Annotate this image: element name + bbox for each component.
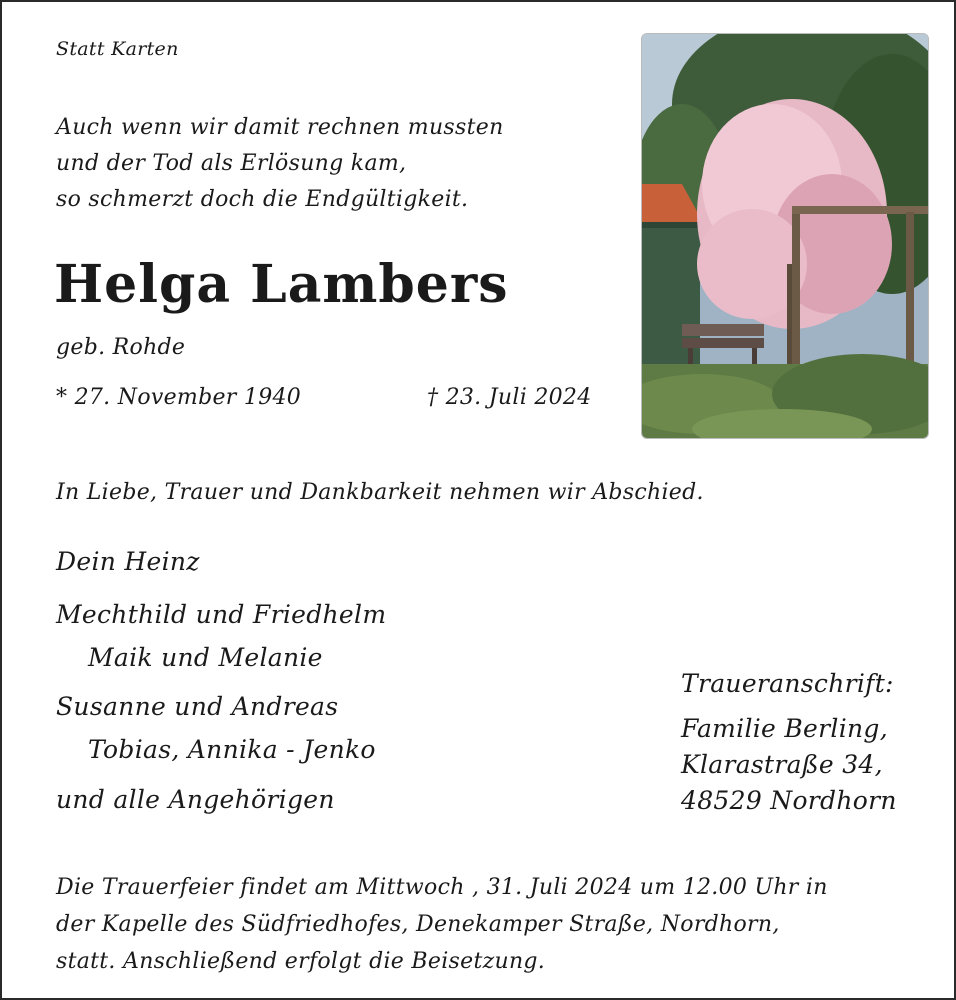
service-line-1: Die Trauerfeier findet am Mittwoch , 31. Juli 2024 um 12.00 Uhr in bbox=[56, 875, 828, 900]
mourner-6: und alle Angehörigen bbox=[56, 785, 335, 814]
mourner-2: Mechthild und Friedhelm bbox=[56, 600, 387, 629]
mourner-3: Maik und Melanie bbox=[88, 643, 323, 672]
mourner-4: Susanne und Andreas bbox=[56, 692, 339, 721]
farewell-text: In Liebe, Trauer und Dankbarkeit nehmen wir Abschied. bbox=[56, 480, 704, 505]
maiden-name: geb. Rohde bbox=[56, 335, 186, 360]
magnolia-tree-photo bbox=[641, 33, 929, 439]
mourner-1: Dein Heinz bbox=[56, 547, 200, 576]
mourner-5: Tobias, Annika - Jenko bbox=[88, 735, 376, 764]
verse-line-3: so schmerzt doch die Endgültigkeit. bbox=[56, 187, 469, 212]
garden-photo-image bbox=[642, 34, 928, 438]
address-line-1: Familie Berling, bbox=[681, 714, 888, 743]
birth-date: * 27. November 1940 bbox=[56, 385, 302, 410]
verse-line-2: und der Tod als Erlösung kam, bbox=[56, 151, 407, 176]
address-line-3: 48529 Nordhorn bbox=[681, 786, 897, 815]
death-date: † 23. Juli 2024 bbox=[427, 385, 592, 410]
address-line-2: Klarastraße 34, bbox=[681, 750, 883, 779]
verse-line-1: Auch wenn wir damit rechnen mussten bbox=[56, 115, 504, 140]
service-line-2: der Kapelle des Südfriedhofes, Denekamper Straße, Nordhorn, bbox=[56, 912, 780, 937]
intro-text: Statt Karten bbox=[56, 38, 179, 60]
service-line-3: statt. Anschließend erfolgt die Beisetzung. bbox=[56, 949, 546, 974]
address-label: Traueranschrift: bbox=[681, 669, 894, 698]
deceased-name: Helga Lambers bbox=[54, 254, 509, 315]
